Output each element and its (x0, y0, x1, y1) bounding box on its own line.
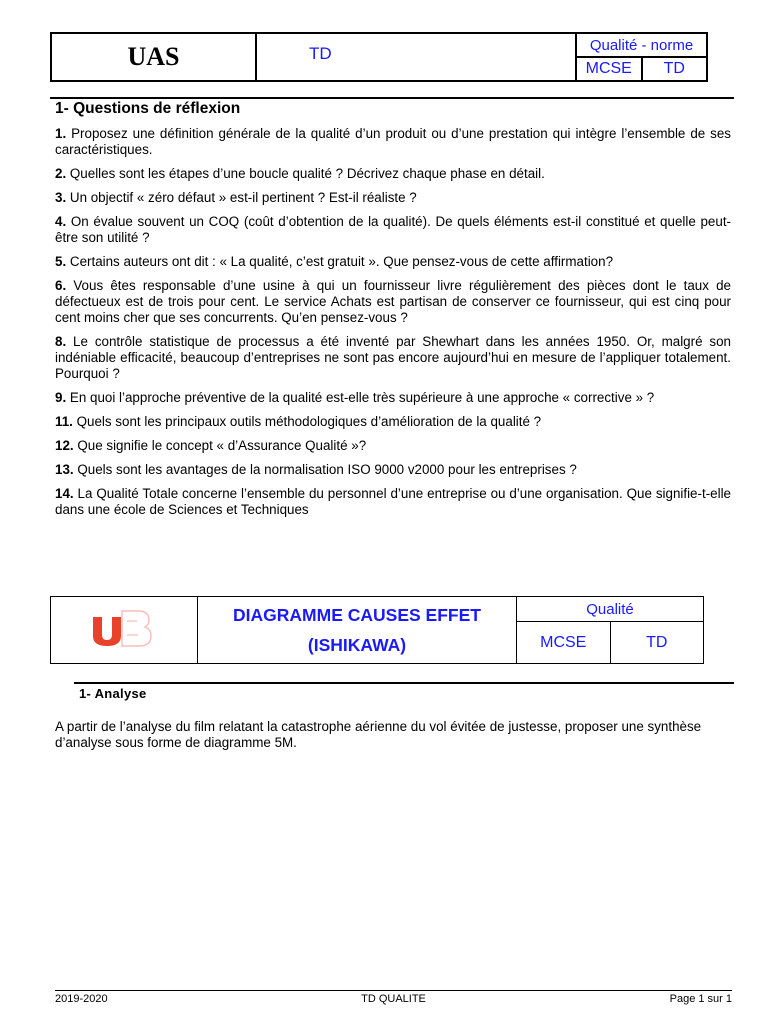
question-text: La Qualité Totale concerne l’ensemble du personnel d’une entreprise ou d’une organisation. Que signifie-t-elle dans une école de Sciences et Techniques (55, 486, 731, 517)
question-number: 2. (55, 166, 67, 181)
footer-label: TD QUALITE (361, 993, 426, 1005)
category-cell-2: Qualité (517, 597, 704, 622)
question-item (55, 486, 731, 518)
question-item (55, 254, 731, 270)
analyse-divider (74, 682, 734, 684)
question-text: Quels sont les principaux outils méthodologiques d’amélioration de la qualité ? (72, 414, 542, 429)
question-text: Proposez une définition générale de la qualité d’un produit ou d’une prestation qui intègre l’ensemble de ses caractéristiques. (55, 126, 731, 157)
question-number: 12. (55, 438, 74, 453)
question-item (55, 126, 731, 158)
question-number: 5. (55, 254, 67, 269)
question-number: 6. (55, 278, 67, 293)
question-number: 9. (55, 390, 67, 405)
question-number: 3. (55, 190, 67, 205)
question-text: Le contrôle statistique de processus a été inventé par Shewhart dans les années 1950. Or, malgré son indéniable efficacité, beaucoup d’entreprises ne sont pas encore aujourd’hui en mesure de l’appliquer totalement. Pourquoi ? (55, 334, 731, 381)
doc-type-cell: TD (256, 33, 576, 81)
question-text: Un objectif « zéro défaut » est-il pertinent ? Est-il réaliste ? (66, 190, 417, 205)
title-line-2: (ISHIKAWA) (307, 635, 407, 655)
question-text: Quels sont les avantages de la normalisation ISO 9000 v2000 pour les entreprises ? (73, 462, 577, 477)
question-number: 8. (55, 334, 67, 349)
questions-list (55, 126, 731, 526)
question-number: 11. (55, 414, 73, 429)
title-line-1: DIAGRAMME CAUSES EFFET (233, 605, 481, 625)
footer-year: 2019-2020 (55, 993, 108, 1005)
question-number: 1. (55, 126, 67, 141)
question-text: Que signifie le concept « d’Assurance Qualité »? (73, 438, 367, 453)
question-number: 13. (55, 462, 74, 477)
question-text: En quoi l’approche préventive de la qualité est-elle très supérieure à une approche « corrective » ? (66, 390, 655, 405)
section-title: 1- Questions de réflexion (55, 100, 241, 117)
top-header-table (50, 32, 708, 82)
footer-page: Page 1 sur 1 (669, 993, 732, 1005)
question-item (55, 462, 731, 478)
course-cell-2: MCSE (517, 622, 611, 664)
question-item (55, 214, 731, 246)
question-item (55, 334, 731, 382)
question-item (55, 166, 731, 182)
doc-type-short-cell: TD (642, 57, 708, 81)
category-cell: Qualité - norme (576, 33, 707, 57)
question-item (55, 438, 731, 454)
org-cell: UAS (51, 33, 256, 81)
question-item (55, 278, 731, 326)
section-divider (50, 97, 734, 99)
second-header-table (50, 596, 704, 664)
title-cell (198, 597, 517, 664)
question-item (55, 414, 731, 430)
page-footer (55, 990, 732, 1005)
course-cell: MCSE (576, 57, 642, 81)
question-number: 14. (55, 486, 74, 501)
question-text: Quelles sont les étapes d’une boucle qualité ? Décrivez chaque phase en détail. (66, 166, 545, 181)
question-item (55, 390, 731, 406)
question-text: Vous êtes responsable d’une usine à qui un fournisseur livre régulièrement des pièces dont le taux de défectueux est de trois pour cent. Le service Achats est partisan de conserver ce fournisseur, qui est cinq pour cent moins cher que ses concurrents. Qu’en pensez-vous ? (55, 278, 731, 325)
question-text: On évalue souvent un COQ (coût d’obtention de la qualité). De quels éléments est-il constitué et quelle peut-être son utilité ? (55, 214, 731, 245)
analyse-text: A partir de l’analyse du film relatant la catastrophe aérienne du vol évitée de justesse, proposer une synthèse d’analyse sous forme de diagramme 5M. (55, 719, 702, 750)
question-text: Certains auteurs ont dit : « La qualité, c’est gratuit ». Que pensez-vous de cette affirmation? (66, 254, 614, 269)
doc-type-cell-2: TD (610, 622, 704, 664)
question-item (55, 190, 731, 206)
logo-cell (51, 597, 198, 664)
analyse-title: 1- Analyse (79, 686, 147, 701)
question-number: 4. (55, 214, 67, 229)
ub-logo (89, 607, 159, 649)
